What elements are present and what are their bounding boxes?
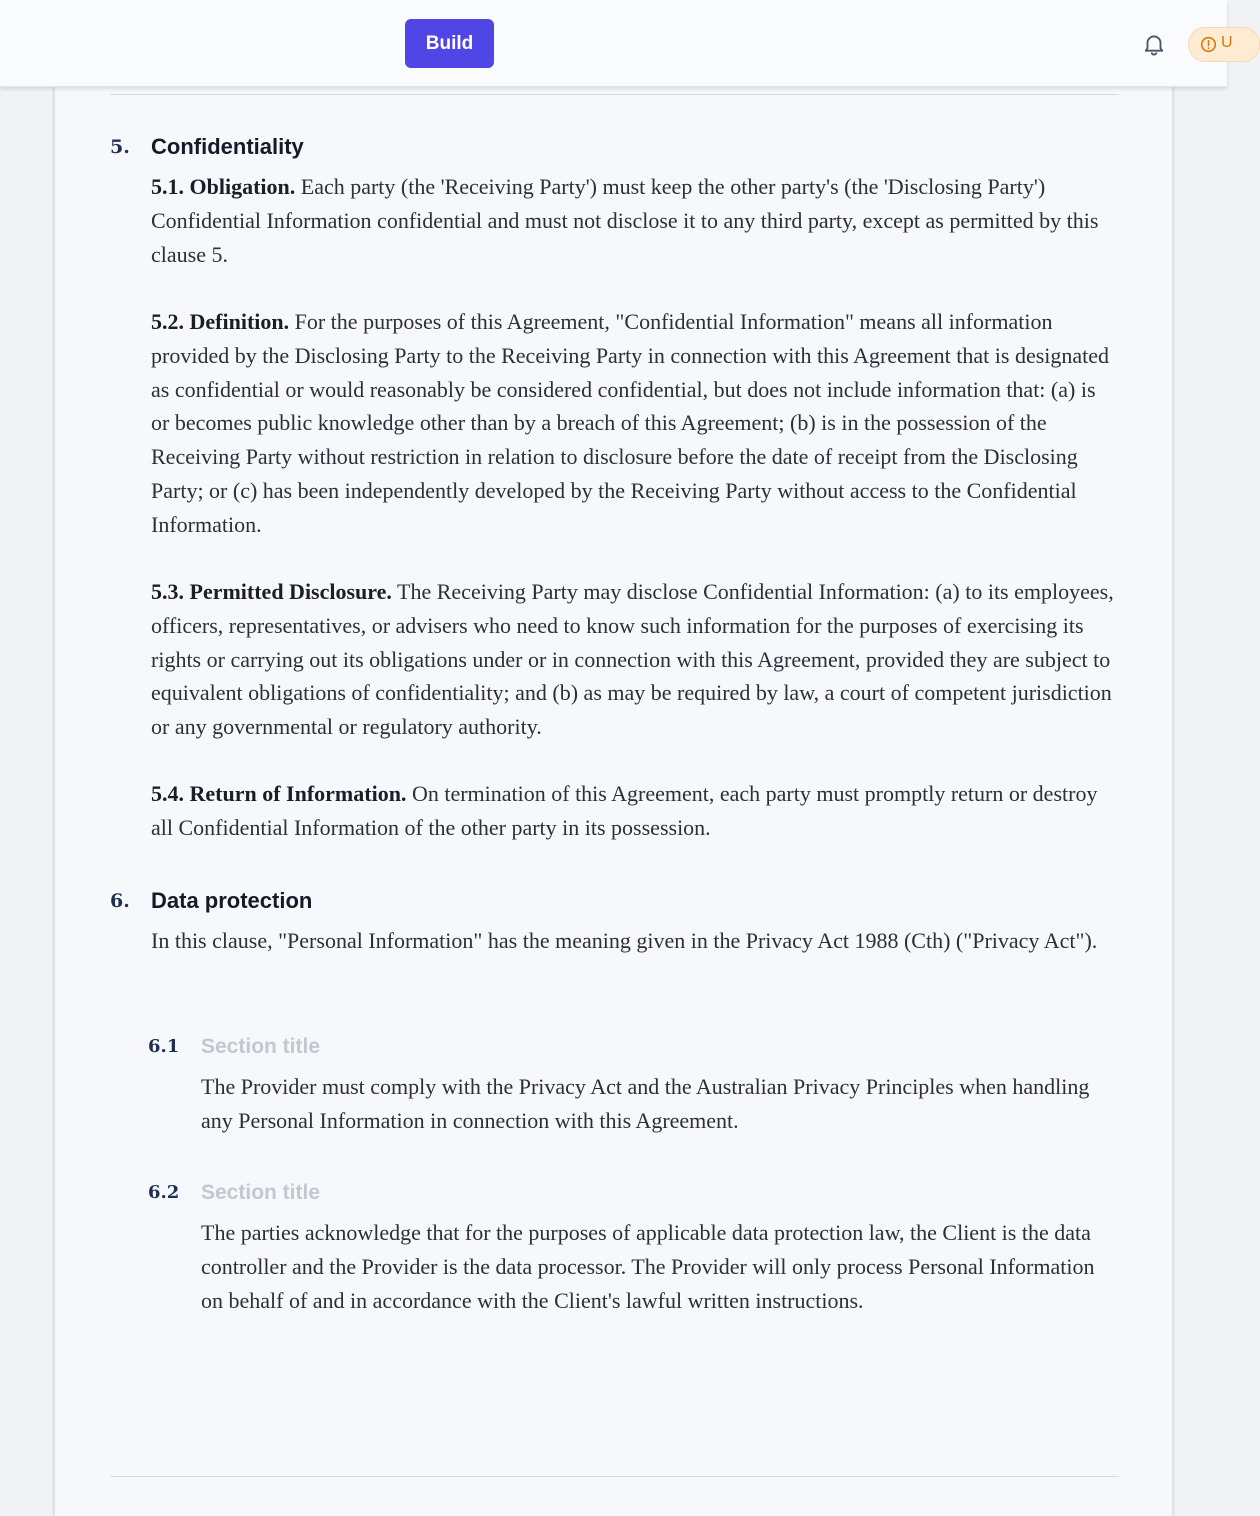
clause-text: On termination of this Agreement, each party must promptly return or destroy all Confidential Information of the other party in its possession. bbox=[151, 781, 1098, 840]
warning-badge[interactable] bbox=[1188, 27, 1260, 62]
clause-text: For the purposes of this Agreement, "Confidential Information" means all information provided by the Disclosing Party to the Receiving Party in connection with this Agreement that is designated as confidential or would reasonably be considered confidential, but does not include information that: (a) is or becomes public knowledge other than by a breach of this Agreement; (b) is in the possession of the Receiving Party without restriction in relation to disclosure before the date of receipt from the Disclosing Party; or (c) has been independently developed by the Receiving Party without access to the Confidential Information. bbox=[151, 309, 1110, 537]
subsection-title-placeholder[interactable]: Section title bbox=[201, 1035, 321, 1058]
warning-badge-text: U bbox=[1221, 34, 1233, 51]
clause-text: Each party (the 'Receiving Party') must keep the other party's (the 'Disclosing Party') Confidential Information confidential and must not disclose it to any third party, except as permitted by this clause 5. bbox=[151, 174, 1099, 267]
subsection-paragraph[interactable]: The parties acknowledge that for the purposes of applicable data protection law, the Client is the data controller and the Provider is the data processor. The Provider will only process Personal Information on behalf of and in accordance with the Client's lawful written instructions. bbox=[201, 1220, 1095, 1313]
alert-circle-icon bbox=[1200, 36, 1217, 53]
section-title[interactable]: Data protection bbox=[151, 888, 313, 913]
page-divider-top bbox=[110, 94, 1119, 95]
document-page bbox=[54, 86, 1173, 1516]
clause-text: The Receiving Party may disclose Confidential Information: (a) to its employees, officers, representatives, or advisers who need to know such information for the purposes of exercising its rights or carrying out its obligations under or in connection with this Agreement, provided they are subject to equivalent obligations of confidentiality; and (b) as may be required by law, a court of competent jurisdiction or any governmental or regulatory authority. bbox=[151, 579, 1114, 740]
subsection-number: 6.1 bbox=[148, 1036, 180, 1057]
clause-paragraph[interactable] bbox=[151, 575, 1119, 744]
clause-label: 5.1. Obligation. bbox=[151, 174, 296, 199]
bell-icon[interactable] bbox=[1141, 31, 1167, 57]
clause-label: 5.4. Return of Information. bbox=[151, 781, 407, 806]
subsection-title-placeholder[interactable]: Section title bbox=[201, 1181, 321, 1204]
clause-label: 5.2. Definition. bbox=[151, 309, 290, 334]
clause-paragraph[interactable] bbox=[151, 305, 1119, 542]
subsection-number: 6.2 bbox=[148, 1182, 180, 1203]
page-divider-bottom bbox=[110, 1476, 1119, 1477]
section-title[interactable]: Confidentiality bbox=[151, 134, 304, 159]
clause-label: 5.3. Permitted Disclosure. bbox=[151, 579, 392, 604]
clause-paragraph[interactable] bbox=[151, 170, 1119, 271]
build-button[interactable]: Build bbox=[405, 19, 494, 68]
section-intro-paragraph[interactable]: In this clause, "Personal Information" has the meaning given in the Privacy Act 1988 (Cth) ("Privacy Act"). bbox=[151, 928, 1098, 953]
top-toolbar bbox=[0, 0, 1233, 87]
clause-paragraph[interactable] bbox=[151, 777, 1119, 845]
section-number: 5. bbox=[110, 136, 130, 158]
section-number: 6. bbox=[110, 890, 130, 912]
subsection-paragraph[interactable]: The Provider must comply with the Privacy Act and the Australian Privacy Principles when handling any Personal Information in connection with this Agreement. bbox=[201, 1074, 1090, 1133]
